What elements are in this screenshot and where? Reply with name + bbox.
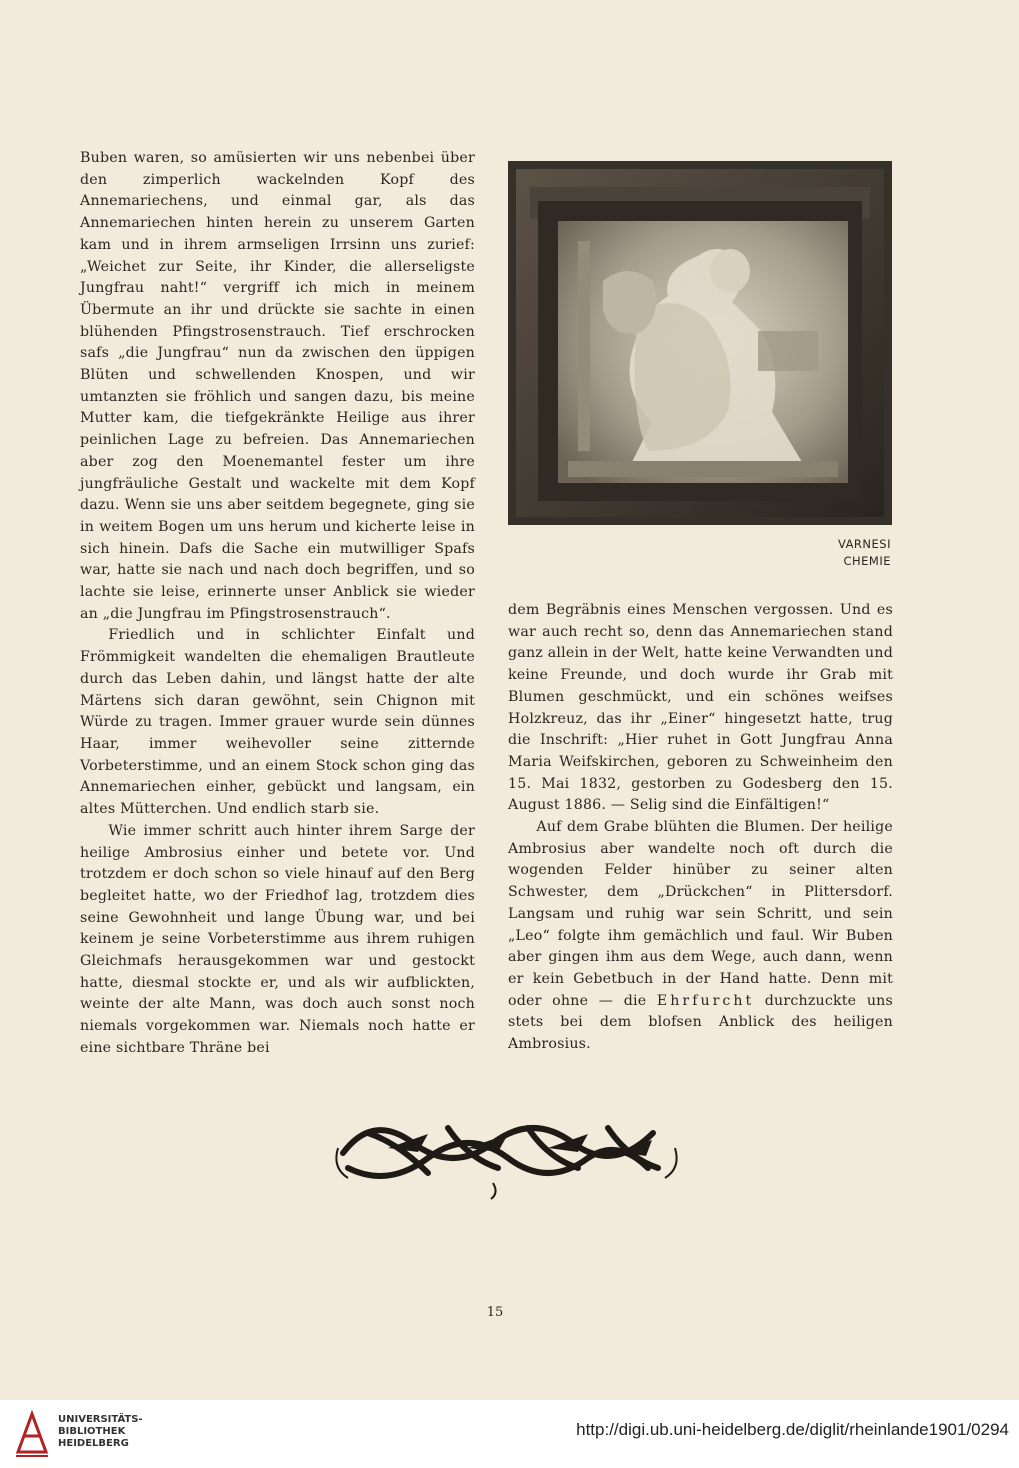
university-logo [12, 1406, 52, 1460]
left-text-column [80, 148, 475, 1060]
library-name: UNIVERSITÄTS- BIBLIOTHEK HEIDELBERG [58, 1414, 143, 1449]
paragraph: Wie immer schritt auch hinter ihrem Sarge der heilige Ambrosius einher und betete vor. Und trotzdem er doch schon so viele hinauf auf den Berg begleitet hatte, wo der Friedhof lag, trotzdem dies seine Gewohnheit und lange Übung war, und bei keinem je seine Vorbeterstimme aus ihrem ruhigen Gleichmafs herausgekommen war und gestockt hatte, diesmal stockte er, und als wir aufblickten, weinte der alte Mann, was doch auch sonst noch niemals vorgekommen war. Niemals noch hatte er eine sichtbare Thräne bei [80, 822, 475, 1056]
relief-illustration [508, 161, 892, 525]
paragraph: Auf dem Grabe blühten die Blumen. Der heilige Ambrosius aber wandelte noch oft durch die wogenden Felder hinüber zu seiner alten Schwester, dem „Drückchen“ in Plittersdorf. Langsam und ruhig war sein Schritt, und sein „Leo“ folgte ihm gemächlich und faul. Wir Buben aber gingen ihm aus dem Wege, auch dann, wenn er kein Gebetbuch in der Hand hatte. Denn mit oder ohne — die Ehrfurcht durchzuckte uns stets bei dem blofsen Anblick des heiligen Ambrosius. [508, 819, 893, 1053]
right-text-column [508, 600, 893, 1056]
paragraph: Friedlich und in schlichter Einfalt und Frömmigkeit wandelten die ehemaligen Brautleute durch das Leben dahin, und längst hatte der alte Märtens sich daran gewöhnt, sein Chignon mit Würde zu tragen. Immer grauer wurde sein dünnes Haar, immer weihevoller seine zitternde Vorbeterstimme, und an einem Stock schon ging das Annemariechen einher, gebückt und langsam, ein altes Mütterchen. Und endlich starb sie. [80, 627, 475, 818]
vignette-ornament [328, 1108, 685, 1203]
footer-bar [0, 1400, 1019, 1468]
page-number: 15 [486, 1305, 504, 1320]
paragraph: dem Begräbnis eines Menschen vergossen. Und es war auch recht so, denn das Annemariechen stand ganz allein in der Welt, hatte keine Verwandten und keine Freunde, und doch wurde ihr Grab mit Blumen geschmückt, und ein schönes weifses Holzkreuz, das ihr „Einer“ hingesetzt hatte, trug die Inschrift: „Hier ruhet in Gott Jungfrau Anna Maria Weifskirchen, geboren zu Schweinheim den 15. Mai 1832, gestorben zu Godesberg den 15. August 1886. — Selig sind die Einfältigen!“ [508, 602, 893, 814]
figure-caption: VARNESI CHEMIE [837, 537, 891, 568]
source-url[interactable]: http://digi.ub.uni-heidelberg.de/diglit/rheinlande1901/0294 [576, 1420, 1009, 1439]
emphasized-word: Ehrfurcht [656, 992, 755, 1009]
paragraph: Buben waren, so amüsierten wir uns nebenbei über den zimperlich wackelnden Kopf des Annemariechens, und einmal gar, als das Annemariechen hinten herein zu unserem Garten kam und in ihrem armseligen Irrsinn uns zurief: „Weichet zur Seite, ihr Kinder, die allerseligste Jungfrau naht!“ vergriff ich mich in meinem Übermute an ihr und drückte sie sachte in einen blühenden Pfingstrosenstrauch. Tief erschrocken safs „die Jungfrau“ nun da zwischen den üppigen Blüten und schwellenden Knospen, und wir umtanzten sie fröhlich und sangen dazu, bis meine Mutter kam, die tiefgekränkte Heilige aus ihrer peinlichen Lage zu befreien. Das Annemariechen aber zog den Moenemantel fester um ihre jungfräuliche Gestalt und wackelte mit dem Kopf dazu. Wenn sie uns aber seitdem begegnete, ging sie in weitem Bogen um uns herum und kicherte leise in sich hinein. Dafs die Sache ein mutwilliger Spafs war, hatte sie nach und nach doch begriffen, und so lachte sie leise, erinnerte unser Anblick sie wieder an „die Jungfrau im Pfingstrosenstrauch“. [80, 150, 475, 622]
